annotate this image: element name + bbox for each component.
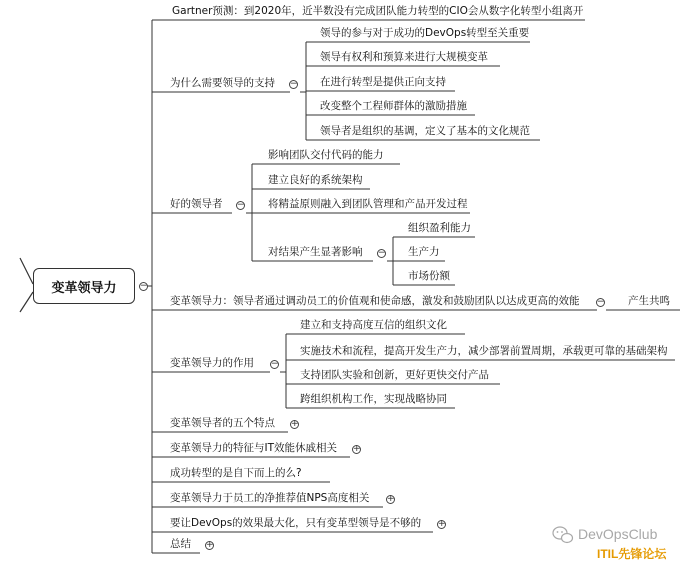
connector-sub-4 [280, 334, 286, 408]
expand-toggle-icon[interactable]: + [353, 444, 361, 454]
child-system-architecture[interactable]: 建立良好的系统架构 [268, 174, 363, 186]
collapse-toggle-icon[interactable]: − [597, 297, 605, 307]
connector-decoration [20, 292, 33, 312]
connector-decoration [20, 258, 33, 284]
child-incentives[interactable]: 改变整个工程师群体的激励措施 [320, 100, 467, 112]
branch-good-leader[interactable]: 好的领导者 [170, 198, 223, 210]
child-tech-and-process[interactable]: 实施技术和流程，提高开发生产力，减少部署前置周期，承载更可靠的基础架构 [300, 345, 668, 357]
branch-why-leadership-support[interactable]: 为什么需要领导的支持 [170, 77, 275, 89]
child-trust-culture[interactable]: 建立和支持高度互信的组织文化 [300, 319, 447, 331]
watermark-forum: ITIL先锋论坛 [597, 547, 667, 561]
branch-summary[interactable]: 总结 [170, 538, 191, 550]
root-node[interactable] [33, 268, 135, 304]
grandchild-market-share[interactable]: 市场份额 [408, 270, 450, 282]
branch-role[interactable]: 变革领导力的作用 [170, 357, 254, 369]
root-label: 变革领导力 [51, 280, 117, 296]
collapse-toggle-icon[interactable]: − [271, 359, 279, 369]
child-power-and-budget[interactable]: 领导有权利和预算来进行大规模变革 [320, 51, 488, 63]
child-culture-norms[interactable]: 领导者是组织的基调，定义了基本的文化规范 [320, 125, 530, 137]
expand-toggle-icon[interactable]: + [291, 419, 299, 429]
branch-nps[interactable]: 变革领导力于员工的净推荐值NPS高度相关 [170, 492, 370, 504]
child-lean-principles[interactable]: 将精益原则融入到团队管理和产品开发过程 [268, 198, 468, 210]
connector-sub-2 [246, 164, 252, 261]
child-delivery-ability[interactable]: 影响团队交付代码的能力 [268, 149, 384, 161]
child-leader-participation[interactable]: 领导的参与对于成功的DevOps转型至关重要 [320, 27, 530, 39]
child-resonance[interactable]: 产生共鸣 [628, 295, 670, 307]
branch-not-enough[interactable]: 要让DevOps的效果最大化，只有变革型领导是不够的 [170, 517, 422, 529]
child-significant-impact[interactable]: 对结果产生显著影响 [268, 246, 363, 258]
collapse-toggle-icon[interactable]: − [290, 79, 298, 89]
grandchild-productivity[interactable]: 生产力 [408, 246, 440, 258]
child-positive-support[interactable]: 在进行转型是提供正向支持 [320, 76, 446, 88]
collapse-toggle-icon[interactable]: − [378, 248, 386, 258]
collapse-toggle-icon[interactable]: − [237, 200, 245, 210]
expand-toggle-icon[interactable]: + [206, 540, 214, 550]
expand-toggle-icon[interactable]: + [438, 519, 446, 529]
collapse-toggle-icon[interactable]: − [140, 281, 148, 291]
child-cross-org[interactable]: 跨组织机构工作，实现战略协同 [300, 393, 447, 405]
grandchild-profitability[interactable]: 组织盈利能力 [408, 222, 471, 234]
wechat-bubble-icon [553, 527, 573, 543]
connector-sub-2-3 [387, 237, 393, 285]
branch-five-traits[interactable]: 变革领导者的五个特点 [170, 417, 275, 429]
watermark-brand: DevOpsClub [578, 526, 658, 542]
branch-it-performance[interactable]: 变革领导力的特征与IT效能休戚相关 [170, 442, 338, 454]
child-experimentation[interactable]: 支持团队实验和创新，更好更快交付产品 [300, 369, 489, 381]
branch-bottom-up[interactable]: 成功转型的是自下而上的么? [170, 467, 302, 479]
branch-transformational-leadership-def[interactable]: 变革领导力：领导者通过调动员工的价值观和使命感，激发和鼓励团队以达成更高的效能 [170, 295, 580, 307]
branch-gartner[interactable]: Gartner预测：到2020年，近半数没有完成团队能力转型的CIO会从数字化转型小组离开 [172, 5, 584, 17]
connector-sub-1 [300, 42, 306, 140]
expand-toggle-icon[interactable]: + [387, 494, 395, 504]
